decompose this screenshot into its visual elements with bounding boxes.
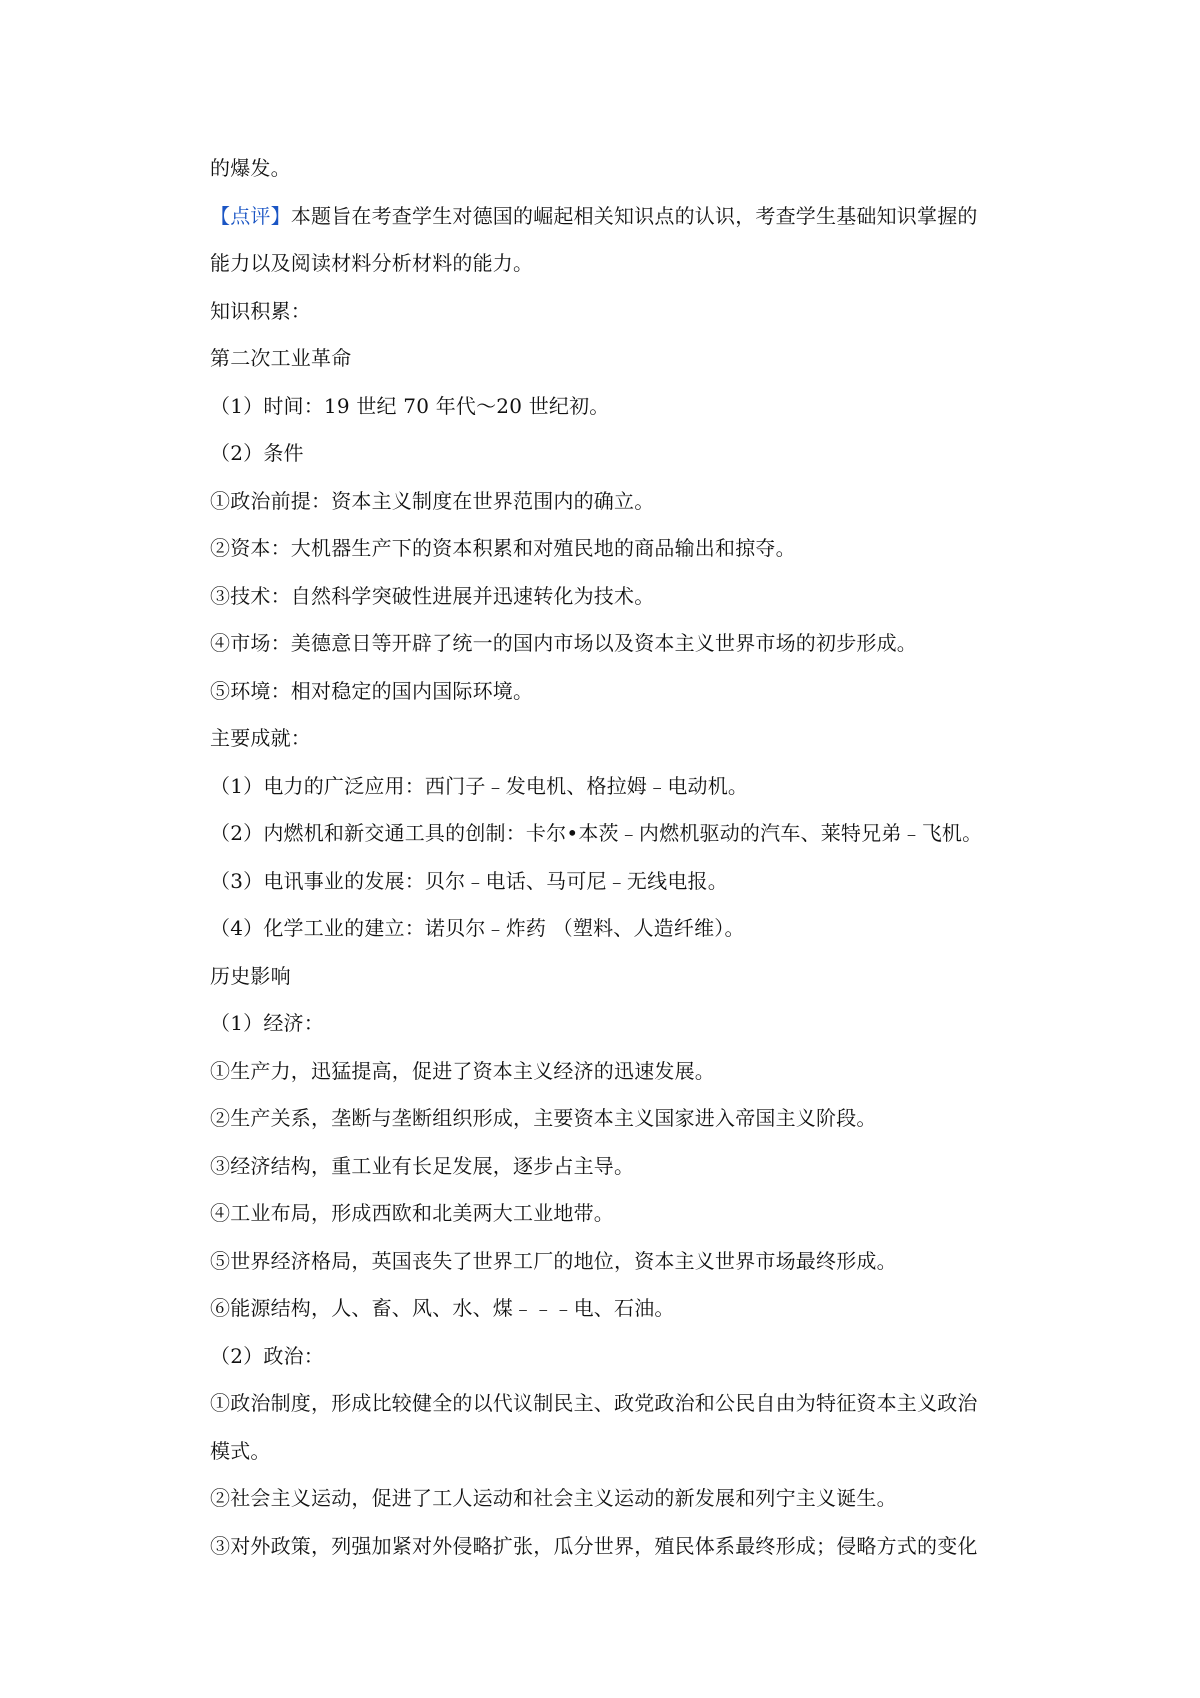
section-heading-knowledge: 知识积累： xyxy=(210,298,311,323)
text-line-12: ⑤环境：相对稳定的国内国际环境。 xyxy=(210,678,534,703)
section-heading-impact: 历史影响 xyxy=(210,963,291,988)
section-heading-revolution: 第二次工业革命 xyxy=(210,346,352,370)
text-line-19: （1）经济： xyxy=(210,1011,324,1035)
text-line-6: （1）时间：19 世纪 70 年代～20 世纪初。 xyxy=(210,393,610,418)
text-line-15: （2）内燃机和新交通工具的创制：卡尔•本茨﹣内燃机驱动的汽车、莱特兄弟﹣飞机。 xyxy=(210,821,983,845)
text-line-10: ③技术：自然科学突破性进展并迅速转化为技术。 xyxy=(210,583,655,608)
comment-text: 本题旨在考查学生对德国的崛起相关知识点的认识，考查学生基础知识掌握的 xyxy=(290,203,978,228)
text-line-27: ①政治制度，形成比较健全的以代议制民主、政党政治和公民自由为特征资本主义政治 xyxy=(210,1391,978,1415)
text-line-8: ①政治前提：资本主义制度在世界范围内的确立。 xyxy=(210,488,655,513)
document-body xyxy=(210,145,1030,1570)
text-line-14: （1）电力的广泛应用：西门子﹣发电机、格拉姆﹣电动机。 xyxy=(210,773,749,798)
comment-line xyxy=(210,193,1030,241)
text-line-16: （3）电讯事业的发展：贝尔﹣电话、马可尼﹣无线电报。 xyxy=(210,868,728,893)
text-line-25: ⑥能源结构，人、畜、风、水、煤﹣﹣﹣电、石油。 xyxy=(210,1296,675,1320)
text-line-11: ④市场：美德意日等开辟了统一的国内市场以及资本主义世界市场的初步形成。 xyxy=(210,631,917,655)
text-line-24: ⑤世界经济格局，英国丧失了世界工厂的地位，资本主义世界市场最终形成。 xyxy=(210,1248,897,1273)
text-line-22: ③经济结构，重工业有长足发展，逐步占主导。 xyxy=(210,1153,635,1178)
text-line-26: （2）政治： xyxy=(210,1343,324,1368)
text-line-20: ①生产力，迅猛提高，促进了资本主义经济的迅速发展。 xyxy=(210,1058,715,1083)
text-line-1: 的爆发。 xyxy=(210,156,291,180)
text-line-17: （4）化学工业的建立：诺贝尔﹣炸药 （塑料、人造纤维）。 xyxy=(210,916,745,940)
comment-tag: 【点评】 xyxy=(210,203,291,228)
text-line-30: ③对外政策，列强加紧对外侵略扩张，瓜分世界，殖民体系最终形成；侵略方式的变化 xyxy=(210,1533,978,1558)
text-line-21: ②生产关系，垄断与垄断组织形成，主要资本主义国家进入帝国主义阶段。 xyxy=(210,1106,877,1130)
text-line-7: （2）条件 xyxy=(210,441,304,465)
text-line-23: ④工业布局，形成西欧和北美两大工业地带。 xyxy=(210,1201,614,1225)
text-line-28: 模式。 xyxy=(210,1438,271,1463)
text-line-3: 能力以及阅读材料分析材料的能力。 xyxy=(210,251,534,275)
text-line-9: ②资本：大机器生产下的资本积累和对殖民地的商品输出和掠夺。 xyxy=(210,536,796,560)
section-heading-achievements: 主要成就： xyxy=(210,726,311,750)
text-line-29: ②社会主义运动，促进了工人运动和社会主义运动的新发展和列宁主义诞生。 xyxy=(210,1486,897,1510)
